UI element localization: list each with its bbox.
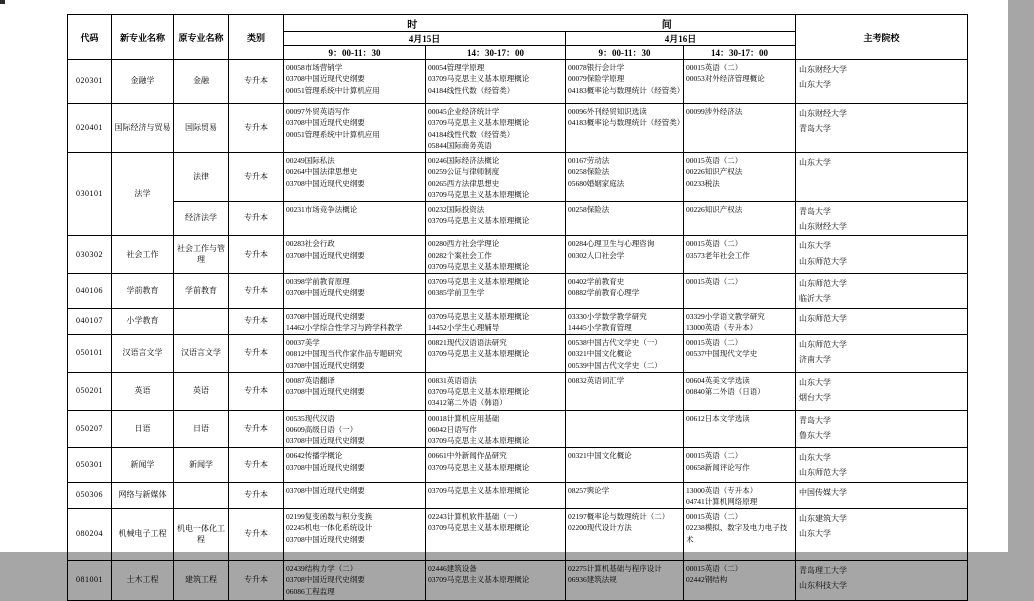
school-item: 青岛大学 <box>799 207 831 216</box>
table-row <box>68 410 968 448</box>
course-item: 00283社会行政 <box>286 239 335 249</box>
school-item: 山东财经大学 <box>799 109 847 118</box>
cell-april15-afternoon <box>426 274 566 308</box>
cell-old-major: 国际贸易 <box>174 104 229 153</box>
course-item: 00535现代汉语 <box>286 413 335 423</box>
course-item: 00642传播学概论 <box>286 451 343 461</box>
course-item: 00099涉外经济法 <box>686 107 743 116</box>
header-new-major: 新专业名称 <box>112 15 174 60</box>
course-item: 03709马克思主义基本原理概论 <box>428 485 530 495</box>
cell-april16-morning <box>566 448 684 482</box>
course-item: 00282个案社会工作 <box>428 250 492 260</box>
cell-april16-morning <box>566 236 684 274</box>
course-item: 03708中国近现代史纲要 <box>286 250 365 260</box>
school-item: 山东科技大学 <box>799 581 847 591</box>
header-code: 代码 <box>68 15 112 60</box>
school-item: 山东师范大学 <box>799 468 847 478</box>
school-item: 青岛大学 <box>799 124 831 134</box>
cell-april16-morning <box>566 335 684 373</box>
course-item: 03708中国近现代史纲要 <box>286 436 365 445</box>
course-item: 04183概率论与数理统计（经管类） <box>568 118 685 128</box>
table-row <box>68 60 968 104</box>
cell-code: 081001 <box>68 561 112 601</box>
course-item: 00812中国现当代作家作品专题研究 <box>286 349 403 359</box>
header-time <box>284 15 796 32</box>
course-item: 00231市场竞争法概论 <box>286 205 358 214</box>
course-item: 02275计算机基础与程序设计 <box>568 564 662 574</box>
cell-april16-morning <box>566 561 684 601</box>
cell-code: 050306 <box>68 482 112 509</box>
course-item: 00051管理系统中计算机应用 <box>286 129 380 139</box>
course-item: 00045企业经济统计学 <box>428 107 500 116</box>
cell-category: 专升本 <box>229 153 284 202</box>
cell-april16-morning <box>566 308 684 335</box>
school-item: 临沂大学 <box>799 294 831 304</box>
cell-old-major: 新闻学 <box>174 448 229 482</box>
course-item: 00398学前教育原理 <box>286 277 350 287</box>
cell-april15-afternoon <box>426 104 566 153</box>
cell-examiner-schools <box>796 448 968 482</box>
course-item: 03709马克思主义基本原理概论 <box>428 462 530 472</box>
school-item: 山东大学 <box>799 80 831 90</box>
cell-april15-morning <box>284 372 426 410</box>
header-category: 类别 <box>229 15 284 60</box>
cell-code: 030101 <box>68 153 112 236</box>
course-item: 00226知识产权法 <box>686 205 743 214</box>
cell-old-major: 建筑工程 <box>174 561 229 601</box>
cell-new-major: 网络与新媒体 <box>112 482 174 509</box>
cell-category: 专升本 <box>229 561 284 601</box>
course-item: 02439结构力学（二） <box>286 564 358 574</box>
school-item: 山东师范大学 <box>799 256 847 266</box>
table-row <box>68 372 968 410</box>
table-row <box>68 202 968 236</box>
course-item: 04184线性代数（经管类） <box>428 85 515 95</box>
school-item: 山东师范大学 <box>799 279 847 289</box>
cell-new-major: 土木工程 <box>112 561 174 601</box>
course-item: 03330小学数学教学研究 <box>568 311 647 321</box>
cell-april15-afternoon <box>426 335 566 373</box>
cell-new-major: 小学教育 <box>112 308 174 335</box>
course-item: 03708中国近现代史纲要 <box>286 534 365 544</box>
cell-april15-morning <box>284 561 426 601</box>
cell-examiner-schools <box>796 410 968 448</box>
school-item: 烟台大学 <box>799 392 831 402</box>
cell-april15-morning <box>284 153 426 202</box>
cell-old-major: 经济法学 <box>174 202 229 236</box>
course-item: 00037美学 <box>286 338 320 347</box>
cell-new-major: 英语 <box>112 372 174 410</box>
cell-april16-morning <box>566 202 684 236</box>
course-item: 00537中国现代文学史 <box>686 349 758 359</box>
course-item: 00284心理卫生与心理咨询 <box>568 239 655 249</box>
cell-april16-afternoon <box>684 60 796 104</box>
cell-april15-afternoon <box>426 448 566 482</box>
header-slot-pm-16: 14：30-17：00 <box>684 46 796 60</box>
course-item: 00053对外经济管理概论 <box>686 74 765 84</box>
table-row <box>68 482 968 509</box>
cell-category: 专升本 <box>229 372 284 410</box>
cell-april15-morning <box>284 60 426 104</box>
cell-april16-afternoon <box>684 335 796 373</box>
cell-old-major: 日语 <box>174 410 229 448</box>
course-item: 05844国际商务英语 <box>428 140 492 150</box>
cell-category: 专升本 <box>229 448 284 482</box>
course-item: 14462小学综合性学习与跨学科教学 <box>286 322 403 332</box>
cell-old-major: 学前教育 <box>174 274 229 308</box>
cell-april15-morning <box>284 335 426 373</box>
course-item: 05680婚姻家庭法 <box>568 178 625 188</box>
course-item: 00609高级日语（一） <box>286 424 358 434</box>
header-slot-am-15: 9：00-11：30 <box>284 46 426 60</box>
course-item: 02199复变函数与积分变换 <box>286 512 373 522</box>
course-item: 14445小学教育管理 <box>568 322 632 332</box>
table-row <box>68 153 968 202</box>
course-item: 03709马克思主义基本原理概论 <box>428 523 530 533</box>
course-item: 00249国际私法 <box>286 156 335 165</box>
course-item: 14452小学生心理辅导 <box>428 322 500 332</box>
course-item: 00232国际投资法 <box>428 205 485 214</box>
school-item: 青岛理工大学 <box>799 566 847 576</box>
cell-examiner-schools <box>796 60 968 104</box>
cell-old-major: 汉语言文学 <box>174 335 229 373</box>
cell-examiner-schools <box>796 236 968 274</box>
cell-april15-afternoon <box>426 60 566 104</box>
course-item: 00051管理系统中计算机应用 <box>286 85 380 95</box>
course-item: 00015英语（二） <box>686 512 743 522</box>
course-item: 13000英语（专升本） <box>686 322 758 332</box>
cell-examiner-schools <box>796 372 968 410</box>
exam-schedule-table <box>67 14 968 601</box>
course-item: 03709马克思主义基本原理概论 <box>428 349 530 359</box>
cell-april16-morning <box>566 104 684 153</box>
course-item: 08257舆论学 <box>568 485 610 495</box>
cell-code: 040107 <box>68 308 112 335</box>
course-item: 03709马克思主义基本原理概论 <box>428 118 530 128</box>
table-row <box>68 104 968 153</box>
cell-april16-morning <box>566 153 684 202</box>
course-item: 00539中国古代文学史（二） <box>568 360 662 370</box>
cell-category: 专升本 <box>229 202 284 236</box>
course-item: 00097外贸英语写作 <box>286 107 350 116</box>
course-item: 03708中国近现代史纲要 <box>286 575 365 585</box>
cell-code: 050201 <box>68 372 112 410</box>
cell-category: 专升本 <box>229 335 284 373</box>
course-item: 00840第二外语（日语） <box>686 387 765 396</box>
header-slot-am-16: 9：00-11：30 <box>566 46 684 60</box>
course-item: 00661中外新闻作品研究 <box>428 451 507 461</box>
course-item: 03329小学语文教学研究 <box>686 311 765 321</box>
cell-april16-morning <box>566 509 684 561</box>
course-item: 00015英语（二） <box>686 564 743 574</box>
cell-code: 020301 <box>68 60 112 104</box>
cell-april15-morning <box>284 509 426 561</box>
cell-old-major: 机电一体化工程 <box>174 509 229 561</box>
course-item: 00831英语语法 <box>428 375 477 385</box>
cell-april15-afternoon <box>426 202 566 236</box>
course-item: 03708中国近现代史纲要 <box>286 360 365 370</box>
cell-april15-morning <box>284 236 426 274</box>
header-date-april16: 4月16日 <box>566 32 796 46</box>
cell-april16-morning <box>566 482 684 509</box>
table-header <box>68 15 968 60</box>
course-item: 06042日语写作 <box>428 424 477 434</box>
course-item: 00054管理学原理 <box>428 63 485 72</box>
cell-examiner-schools <box>796 335 968 373</box>
table-body <box>68 60 968 601</box>
cell-april15-morning <box>284 308 426 335</box>
course-item: 00604英美文学选读 <box>686 375 750 385</box>
course-item: 00018计算机应用基础 <box>428 413 500 423</box>
course-item: 03708中国近现代史纲要 <box>286 178 365 188</box>
cell-april16-afternoon <box>684 236 796 274</box>
cell-april15-afternoon <box>426 561 566 601</box>
school-item: 青岛大学 <box>799 415 831 425</box>
header-date-april15: 4月15日 <box>284 32 566 46</box>
course-item: 00258保险法 <box>568 205 610 214</box>
course-item: 02197概率论与数理统计（二） <box>568 512 670 522</box>
cell-april16-afternoon <box>684 104 796 153</box>
cell-new-major: 法学 <box>112 153 174 236</box>
table-row <box>68 274 968 308</box>
cell-april15-morning <box>284 274 426 308</box>
cell-old-major: 法律 <box>174 153 229 202</box>
cell-examiner-schools <box>796 509 968 561</box>
course-item: 02200现代设计方法 <box>568 523 632 533</box>
course-item: 03708中国近现代史纲要 <box>286 118 365 128</box>
course-item: 03709马克思主义基本原理概论 <box>428 261 530 271</box>
course-item: 00015英语（二） <box>686 156 743 165</box>
cell-april16-afternoon <box>684 509 796 561</box>
cell-code: 080204 <box>68 509 112 561</box>
course-item: 03709马克思主义基本原理概论 <box>428 216 530 226</box>
cell-new-major: 社会工作 <box>112 236 174 274</box>
school-item: 山东大学 <box>799 453 831 463</box>
cell-new-major: 日语 <box>112 410 174 448</box>
school-item: 山东大学 <box>799 529 831 539</box>
course-item: 03412第二外语（韩语） <box>428 398 507 408</box>
cell-examiner-schools <box>796 153 968 202</box>
cell-april16-afternoon <box>684 153 796 202</box>
course-item: 03709马克思主义基本原理概论 <box>428 311 530 321</box>
course-item: 06936建筑法规 <box>568 575 617 585</box>
course-item: 00258保险法 <box>568 167 610 177</box>
header-examiner: 主考院校 <box>796 15 968 60</box>
course-item: 00233税法 <box>686 178 720 188</box>
cell-new-major: 汉语言文学 <box>112 335 174 373</box>
course-item: 00226知识产权法 <box>686 167 743 177</box>
course-item: 03708中国近现代史纲要 <box>286 288 365 298</box>
header-slot-pm-15: 14：30-17：00 <box>426 46 566 60</box>
cell-code: 030302 <box>68 236 112 274</box>
course-item: 00385学前卫生学 <box>428 288 485 298</box>
cell-old-major: 金融 <box>174 60 229 104</box>
course-item: 02238模拟、数字及电力电子技术 <box>686 523 788 544</box>
course-item: 00167劳动法 <box>568 156 610 165</box>
course-item: 00265西方法律思想史 <box>428 178 500 188</box>
cell-april16-morning <box>566 410 684 448</box>
school-item: 山东财经大学 <box>799 65 847 74</box>
course-item: 04183概率论与数理统计（经管类） <box>568 85 685 95</box>
course-item: 13000英语（专升本） <box>686 485 758 495</box>
course-item: 04184线性代数（经管类） <box>428 129 515 139</box>
cell-april16-afternoon <box>684 202 796 236</box>
cell-code: 040106 <box>68 274 112 308</box>
course-item: 00612日本文学选读 <box>686 413 750 423</box>
cell-code: 020401 <box>68 104 112 153</box>
school-item: 山东建筑大学 <box>799 514 847 524</box>
course-item: 00882学前教育心理学 <box>568 288 640 298</box>
table-row <box>68 561 968 601</box>
course-item: 03708中国近现代史纲要 <box>286 462 365 472</box>
cell-examiner-schools <box>796 482 968 509</box>
course-item: 04741计算机网络原理 <box>686 496 758 506</box>
header-old-major: 原专业名称 <box>174 15 229 60</box>
cell-april16-afternoon <box>684 561 796 601</box>
course-item: 00538中国古代文学史（一） <box>568 338 662 347</box>
cell-april15-afternoon <box>426 372 566 410</box>
cell-new-major: 国际经济与贸易 <box>112 104 174 153</box>
header-time-char-left: 时 <box>407 19 418 31</box>
cell-april16-morning <box>566 60 684 104</box>
cell-old-major: 英语 <box>174 372 229 410</box>
school-item: 中国传媒大学 <box>799 487 847 497</box>
cell-april16-morning <box>566 274 684 308</box>
school-item: 山东师范大学 <box>799 340 847 349</box>
course-item: 06086工程监理 <box>286 586 335 596</box>
course-item: 00246国际经济法概论 <box>428 156 500 165</box>
cell-april15-afternoon <box>426 153 566 202</box>
header-time-char-right: 间 <box>661 19 672 31</box>
course-item: 00058市场营销学 <box>286 63 343 72</box>
cell-new-major: 学前教育 <box>112 274 174 308</box>
cell-old-major <box>174 308 229 335</box>
cell-examiner-schools <box>796 202 968 236</box>
course-item: 02245机电一体化系统设计 <box>286 523 373 533</box>
course-item: 00078银行会计学 <box>568 63 625 72</box>
cell-examiner-schools <box>796 308 968 335</box>
course-item: 00015英语（二） <box>686 277 743 287</box>
course-item: 03709马克思主义基本原理概论 <box>428 436 530 445</box>
course-item: 00402学前教育史 <box>568 277 625 287</box>
cell-april15-morning <box>284 410 426 448</box>
cell-category: 专升本 <box>229 274 284 308</box>
cell-code: 050101 <box>68 335 112 373</box>
course-item: 00015英语（二） <box>686 63 743 72</box>
cell-examiner-schools <box>796 274 968 308</box>
course-item: 00259公证与律师制度 <box>428 167 500 177</box>
course-item: 00079保险学原理 <box>568 74 625 84</box>
school-item: 山东大学 <box>799 241 831 251</box>
cell-april15-morning <box>284 482 426 509</box>
course-item: 00015英语（二） <box>686 451 743 461</box>
course-item: 03709马克思主义基本原理概论 <box>428 277 530 287</box>
school-item: 济南大学 <box>799 355 831 365</box>
cell-april15-afternoon <box>426 482 566 509</box>
cell-code: 050301 <box>68 448 112 482</box>
table-row <box>68 236 968 274</box>
cell-old-major: 社会工作与管理 <box>174 236 229 274</box>
cell-category: 专升本 <box>229 236 284 274</box>
course-item: 00658新闻评论写作 <box>686 462 750 472</box>
course-item: 00280西方社会学理论 <box>428 239 500 249</box>
course-item: 03573老年社会工作 <box>686 250 750 260</box>
cell-april15-afternoon <box>426 308 566 335</box>
cell-april15-morning <box>284 202 426 236</box>
cell-new-major: 新闻学 <box>112 448 174 482</box>
course-item: 00096外刊经贸知识选读 <box>568 107 647 116</box>
cell-category: 专升本 <box>229 509 284 561</box>
course-item: 00015英语（二） <box>686 338 743 347</box>
course-item: 03708中国近现代史纲要 <box>286 387 365 396</box>
course-item: 03708中国近现代史纲要 <box>286 485 365 495</box>
corner-artifact <box>0 0 5 4</box>
cell-april15-afternoon <box>426 236 566 274</box>
course-item: 00087英语翻译 <box>286 375 335 385</box>
table-row <box>68 509 968 561</box>
cell-april16-afternoon <box>684 410 796 448</box>
cell-april15-morning <box>284 104 426 153</box>
course-item: 03709马克思主义基本原理概论 <box>428 387 530 396</box>
table-row <box>68 308 968 335</box>
cell-april15-afternoon <box>426 410 566 448</box>
cell-category: 专升本 <box>229 482 284 509</box>
course-item: 00321中国文化概论 <box>568 451 632 461</box>
cell-april16-morning <box>566 372 684 410</box>
cell-april16-afternoon <box>684 308 796 335</box>
table-row <box>68 335 968 373</box>
course-item: 02442钢结构 <box>686 575 728 585</box>
cell-april16-afternoon <box>684 448 796 482</box>
cell-old-major <box>174 482 229 509</box>
course-item: 03708中国近现代史纲要 <box>286 311 365 321</box>
school-item: 山东师范大学 <box>799 313 847 323</box>
cell-examiner-schools <box>796 104 968 153</box>
course-item: 00832英语词汇学 <box>568 375 625 385</box>
cell-examiner-schools <box>796 561 968 601</box>
course-item: 03709马克思主义基本原理概论 <box>428 74 530 84</box>
cell-code: 050207 <box>68 410 112 448</box>
course-item: 00264中国法律思想史 <box>286 167 358 177</box>
course-item: 00302人口社会学 <box>568 250 625 260</box>
cell-new-major: 金融学 <box>112 60 174 104</box>
course-item: 00015英语（二） <box>686 239 743 249</box>
cell-new-major: 机械电子工程 <box>112 509 174 561</box>
course-item: 03709马克思主义基本原理概论 <box>428 575 530 585</box>
cell-april16-afternoon <box>684 482 796 509</box>
school-item: 山东财经大学 <box>799 222 847 232</box>
course-item: 03708中国近现代史纲要 <box>286 74 365 84</box>
cell-april16-afternoon <box>684 372 796 410</box>
school-item: 山东大学 <box>799 158 831 167</box>
cell-category: 专升本 <box>229 104 284 153</box>
cell-category: 专升本 <box>229 410 284 448</box>
course-item: 00321中国文化概论 <box>568 349 632 359</box>
cell-april15-morning <box>284 448 426 482</box>
cell-category: 专升本 <box>229 60 284 104</box>
school-item: 山东大学 <box>799 377 831 387</box>
course-item: 00821现代汉语语法研究 <box>428 338 507 347</box>
course-item: 02243计算机软件基础（一） <box>428 512 522 522</box>
school-item: 鲁东大学 <box>799 430 831 440</box>
cell-april16-afternoon <box>684 274 796 308</box>
cell-category: 专升本 <box>229 308 284 335</box>
course-item: 02446建筑设备 <box>428 564 477 574</box>
cell-april15-afternoon <box>426 509 566 561</box>
table-row <box>68 448 968 482</box>
course-item: 03709马克思主义基本原理概论 <box>428 189 530 199</box>
